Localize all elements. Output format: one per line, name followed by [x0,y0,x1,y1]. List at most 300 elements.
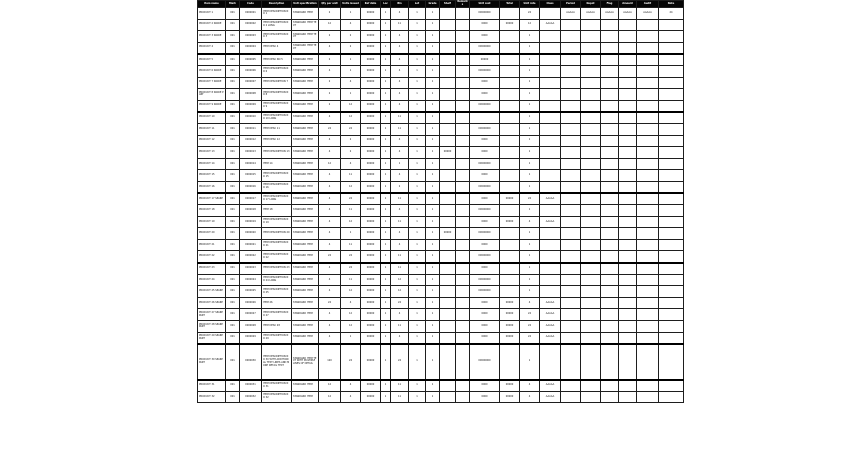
table-cell[interactable] [440,274,456,286]
table-cell[interactable] [637,181,659,193]
table-cell[interactable]: 1 [409,321,426,333]
table-cell[interactable] [440,251,456,263]
table-cell[interactable] [637,263,659,275]
table-cell[interactable] [637,147,659,159]
table-cell[interactable]: STANDARD ITEM [292,239,319,251]
column-header[interactable]: Item name [198,1,226,8]
table-cell[interactable]: 11 [391,123,409,135]
table-cell[interactable]: 00000 [361,391,381,403]
column-header[interactable]: Shelf [440,1,456,8]
table-cell[interactable] [659,158,684,170]
table-cell[interactable]: 1 [381,239,391,251]
table-row[interactable] [198,19,684,31]
table-cell[interactable]: 1 [409,274,426,286]
table-cell[interactable] [540,112,561,124]
table-cell[interactable] [440,170,456,182]
table-cell[interactable] [601,297,619,309]
table-cell[interactable]: 0000 [470,391,500,403]
table-cell[interactable]: 0000009 [240,100,262,112]
table-row[interactable] [198,147,684,159]
table-cell[interactable] [561,42,581,54]
table-cell[interactable]: 0000026 [240,297,262,309]
table-cell[interactable] [659,89,684,101]
table-cell[interactable]: ITEM DESCRIPTION NO 29 [262,332,292,344]
table-row[interactable] [198,321,684,333]
table-cell[interactable]: 0000029 [240,332,262,344]
table-cell[interactable]: 1 [409,158,426,170]
table-cell[interactable] [561,332,581,344]
table-cell[interactable] [440,42,456,54]
table-cell[interactable]: 1 [426,77,440,89]
table-cell[interactable] [540,54,561,66]
table-cell[interactable] [456,332,470,344]
table-cell[interactable]: 1 [409,228,426,240]
table-cell[interactable]: STANDARD ITEM TEXT [292,31,319,43]
table-cell[interactable] [561,31,581,43]
table-cell[interactable] [500,100,520,112]
table-cell[interactable]: 001 [226,263,240,275]
table-row[interactable] [198,228,684,240]
table-cell[interactable]: 00000 [361,228,381,240]
table-cell[interactable] [561,19,581,31]
table-cell[interactable]: AAAAA [540,321,561,333]
table-cell[interactable] [440,344,456,380]
table-cell[interactable] [540,205,561,217]
table-cell[interactable]: 00000 [361,42,381,54]
table-cell[interactable]: 0000006 [240,65,262,77]
table-cell[interactable]: 00000 [361,309,381,321]
table-cell[interactable] [601,65,619,77]
table-cell[interactable] [500,344,520,380]
table-cell[interactable]: ITEM DESCRIPTION 20 [262,228,292,240]
table-cell[interactable] [456,42,470,54]
table-cell[interactable]: STANDARD ITEM TEXT WITH MULTIPLE LINES OF DETAIL [292,344,319,380]
table-cell[interactable]: 4 [341,380,361,392]
table-cell[interactable] [561,77,581,89]
table-cell[interactable] [561,135,581,147]
table-cell[interactable]: 00000000 [470,158,500,170]
table-cell[interactable]: 0000 [470,193,500,205]
column-header[interactable]: Units issued [341,1,361,8]
table-cell[interactable]: 4 [391,228,409,240]
column-header[interactable]: Grade [426,1,440,8]
table-cell[interactable]: 1 [426,297,440,309]
table-cell[interactable] [659,274,684,286]
table-cell[interactable] [440,112,456,124]
table-cell[interactable] [500,239,520,251]
table-cell[interactable]: ITEM DESCRIPTION NO 8 [262,89,292,101]
table-cell[interactable]: 12 [391,286,409,298]
table-cell[interactable] [456,216,470,228]
table-cell[interactable]: 1 [520,100,540,112]
table-cell[interactable] [619,193,637,205]
table-cell[interactable]: 1 [409,193,426,205]
table-cell[interactable] [561,170,581,182]
table-cell[interactable]: 001 [226,181,240,193]
table-cell[interactable]: PRODUCT 4 [198,42,226,54]
table-cell[interactable] [619,65,637,77]
table-cell[interactable] [440,216,456,228]
table-cell[interactable] [659,170,684,182]
table-cell[interactable] [581,31,601,43]
table-cell[interactable]: 12 [341,286,361,298]
table-cell[interactable]: PRODUCT 14 [198,158,226,170]
table-cell[interactable] [601,19,619,31]
table-cell[interactable]: 1 [381,89,391,101]
table-cell[interactable]: 4 [319,332,341,344]
table-cell[interactable]: 4 [391,89,409,101]
table-cell[interactable] [659,344,684,380]
table-cell[interactable] [561,89,581,101]
table-cell[interactable] [500,77,520,89]
table-cell[interactable]: 001 [226,77,240,89]
table-cell[interactable]: AAAAA [540,216,561,228]
table-cell[interactable]: 00000 [361,8,381,20]
table-cell[interactable] [659,19,684,31]
table-cell[interactable] [500,274,520,286]
table-cell[interactable]: 24 [341,251,361,263]
table-cell[interactable]: 00000 [470,54,500,66]
table-cell[interactable]: STANDARD ITEM [292,380,319,392]
table-cell[interactable]: 0000020 [240,228,262,240]
table-cell[interactable] [637,170,659,182]
table-cell[interactable] [619,147,637,159]
table-cell[interactable]: 1 [409,239,426,251]
table-cell[interactable]: 00000000 [470,100,500,112]
table-cell[interactable] [601,42,619,54]
column-header[interactable]: Flag [601,1,619,8]
table-cell[interactable] [456,391,470,403]
table-cell[interactable]: 00000 [361,170,381,182]
table-cell[interactable]: 1 [381,193,391,205]
table-row[interactable] [198,42,684,54]
table-cell[interactable] [581,309,601,321]
table-cell[interactable] [581,135,601,147]
table-cell[interactable]: 1 [520,228,540,240]
table-cell[interactable]: 1 [381,251,391,263]
table-cell[interactable] [440,65,456,77]
table-cell[interactable] [440,158,456,170]
table-cell[interactable]: 1 [426,147,440,159]
table-cell[interactable]: 11 [341,274,361,286]
table-cell[interactable]: 0000 [470,263,500,275]
table-cell[interactable] [619,274,637,286]
table-cell[interactable]: 1 [426,205,440,217]
table-cell[interactable] [601,286,619,298]
table-cell[interactable]: 2 [319,8,341,20]
table-cell[interactable] [456,147,470,159]
table-row[interactable] [198,158,684,170]
table-cell[interactable] [456,100,470,112]
table-cell[interactable] [637,65,659,77]
table-cell[interactable] [561,274,581,286]
table-cell[interactable]: 1 [381,321,391,333]
table-cell[interactable] [581,77,601,89]
table-cell[interactable]: 0000028 [240,321,262,333]
table-cell[interactable]: 4 [319,170,341,182]
table-cell[interactable] [637,321,659,333]
table-cell[interactable]: PRODUCT 19 [198,216,226,228]
table-cell[interactable] [659,65,684,77]
table-cell[interactable]: PRODUCT 32 [198,391,226,403]
table-cell[interactable]: PRODUCT 30 SPARE PART [198,344,226,380]
table-cell[interactable]: 4 [391,42,409,54]
table-cell[interactable] [456,158,470,170]
column-header[interactable]: Unit specification [292,1,319,8]
table-cell[interactable]: PRODUCT 24 [198,274,226,286]
table-cell[interactable] [561,112,581,124]
table-cell[interactable] [619,205,637,217]
table-row[interactable] [198,193,684,205]
table-cell[interactable]: 001 [226,123,240,135]
table-cell[interactable] [561,309,581,321]
table-cell[interactable] [581,251,601,263]
table-cell[interactable] [619,170,637,182]
table-cell[interactable]: ITEM DESCRIPTION NO 32 [262,391,292,403]
table-cell[interactable]: 0000003 [240,31,262,43]
table-cell[interactable]: 1 [341,65,361,77]
table-cell[interactable]: 00000 [500,19,520,31]
table-cell[interactable]: ITEM DESCRIPTION NO 24 LONG [262,274,292,286]
table-row[interactable] [198,135,684,147]
table-cell[interactable]: 1 [426,380,440,392]
table-cell[interactable]: PRODUCT 11 [198,123,226,135]
table-cell[interactable]: 1 [409,123,426,135]
table-cell[interactable]: ITEM DESCRIPTION NO 30 WITH ADDITIONAL TEXT LINES AND MORE DETAIL TEXT [262,344,292,380]
table-cell[interactable] [601,205,619,217]
table-cell[interactable] [440,8,456,20]
table-cell[interactable]: 00000 [361,274,381,286]
table-cell[interactable] [540,158,561,170]
table-cell[interactable]: ITEM DESC 4 [262,42,292,54]
table-cell[interactable] [456,77,470,89]
table-cell[interactable] [619,239,637,251]
table-cell[interactable] [659,391,684,403]
table-cell[interactable]: ITEM DESCRIPTION NO 27 [262,309,292,321]
table-row[interactable] [198,286,684,298]
table-cell[interactable]: 00000 [500,297,520,309]
table-cell[interactable] [581,123,601,135]
table-cell[interactable]: 0000008 [240,89,262,101]
column-header[interactable]: Remarks [457,0,468,6]
table-cell[interactable]: 00000 [361,89,381,101]
table-cell[interactable]: 4 [319,205,341,217]
table-cell[interactable]: 00000 [361,147,381,159]
table-cell[interactable]: 0000017 [240,193,262,205]
table-cell[interactable] [637,100,659,112]
table-cell[interactable]: 1 [409,135,426,147]
table-cell[interactable] [637,193,659,205]
table-cell[interactable]: 4 [319,193,341,205]
table-cell[interactable]: STANDARD ITEM [292,297,319,309]
table-cell[interactable]: 4 [391,147,409,159]
column-header[interactable]: Period [561,1,581,8]
table-cell[interactable]: 001 [226,380,240,392]
table-cell[interactable]: 2 [341,31,361,43]
table-cell[interactable] [540,251,561,263]
table-cell[interactable]: ITEM DESC 11 [262,123,292,135]
table-cell[interactable]: 2 [319,31,341,43]
table-cell[interactable]: 4 [391,54,409,66]
table-cell[interactable]: 001 [226,309,240,321]
table-cell[interactable]: PRODUCT 8 SPARE PART [198,89,226,101]
table-cell[interactable]: 4 [391,239,409,251]
table-cell[interactable]: 00000 [500,309,520,321]
table-cell[interactable]: 11 [341,170,361,182]
table-cell[interactable]: 1 [426,170,440,182]
table-cell[interactable]: 1 [381,309,391,321]
table-cell[interactable]: 0000021 [240,239,262,251]
table-cell[interactable]: 1 [381,228,391,240]
table-cell[interactable]: STANDARD ITEM [292,228,319,240]
table-cell[interactable]: 4 [319,42,341,54]
table-cell[interactable]: 12 [319,158,341,170]
table-cell[interactable]: 1 [381,54,391,66]
table-cell[interactable]: 1 [426,65,440,77]
table-cell[interactable]: 1 [381,135,391,147]
table-cell[interactable]: 00000 [361,251,381,263]
table-cell[interactable]: 001 [226,147,240,159]
table-cell[interactable]: 0000 [470,332,500,344]
table-cell[interactable]: 00000 [361,100,381,112]
table-cell[interactable]: 001 [226,54,240,66]
table-cell[interactable] [659,100,684,112]
column-header[interactable]: Amount [619,1,637,8]
table-cell[interactable] [500,123,520,135]
table-cell[interactable]: PRODUCT 20 [198,228,226,240]
table-cell[interactable] [540,135,561,147]
table-cell[interactable]: 001 [226,135,240,147]
table-cell[interactable]: PRODUCT 28 SPARE PART [198,321,226,333]
table-cell[interactable] [440,54,456,66]
table-cell[interactable]: 4 [520,391,540,403]
table-cell[interactable]: 001 [226,216,240,228]
table-cell[interactable]: 1 [426,8,440,20]
table-cell[interactable] [637,391,659,403]
table-cell[interactable]: 12 [520,19,540,31]
table-cell[interactable] [456,123,470,135]
table-row[interactable] [198,112,684,124]
table-cell[interactable]: 1 [409,65,426,77]
table-cell[interactable]: 1 [426,54,440,66]
table-cell[interactable] [456,54,470,66]
table-cell[interactable] [659,309,684,321]
table-cell[interactable]: 24 [341,263,361,275]
table-cell[interactable]: 0000022 [240,251,262,263]
table-cell[interactable]: PRODUCT 23 [198,263,226,275]
table-row[interactable] [198,123,684,135]
table-row[interactable] [198,297,684,309]
table-cell[interactable]: PRODUCT 18 [198,205,226,217]
table-cell[interactable] [456,31,470,43]
table-cell[interactable]: AAAAA [581,8,601,20]
table-cell[interactable]: 0000 [470,309,500,321]
table-cell[interactable]: ITEM DESCRIPTION NO 3 [262,31,292,43]
table-cell[interactable] [581,181,601,193]
table-cell[interactable]: 001 [226,205,240,217]
table-cell[interactable]: 1 [409,181,426,193]
table-cell[interactable]: 24 [319,297,341,309]
table-cell[interactable]: 00000 [500,380,520,392]
table-cell[interactable] [637,135,659,147]
table-cell[interactable]: 00000000 [470,251,500,263]
table-cell[interactable]: 0000027 [240,309,262,321]
table-cell[interactable] [561,205,581,217]
table-cell[interactable]: 001 [226,239,240,251]
table-cell[interactable]: 11 [391,321,409,333]
table-cell[interactable]: AAAAA [540,19,561,31]
table-cell[interactable] [540,77,561,89]
table-cell[interactable]: 0000012 [240,135,262,147]
table-cell[interactable] [637,19,659,31]
table-cell[interactable]: 1 [409,100,426,112]
table-cell[interactable]: 1 [381,205,391,217]
table-cell[interactable]: 00000000 [470,65,500,77]
table-cell[interactable] [659,297,684,309]
table-cell[interactable]: 1 [520,123,540,135]
table-cell[interactable] [500,170,520,182]
table-cell[interactable] [619,77,637,89]
table-cell[interactable]: 2 [319,100,341,112]
table-cell[interactable] [619,158,637,170]
table-cell[interactable] [659,205,684,217]
table-row[interactable] [198,77,684,89]
table-cell[interactable] [440,321,456,333]
table-cell[interactable]: 00000 [361,205,381,217]
table-cell[interactable]: 24 [520,193,540,205]
table-cell[interactable] [601,100,619,112]
table-cell[interactable]: STANDARD ITEM [292,158,319,170]
table-cell[interactable]: STANDARD ITEM [292,77,319,89]
table-cell[interactable]: 4 [319,135,341,147]
table-cell[interactable]: 4 [319,321,341,333]
table-cell[interactable] [581,170,601,182]
table-cell[interactable]: 1 [381,181,391,193]
table-cell[interactable]: STANDARD ITEM [292,251,319,263]
table-cell[interactable]: 00000 [361,135,381,147]
table-cell[interactable] [637,31,659,43]
table-cell[interactable]: 00000 [361,19,381,31]
table-cell[interactable] [601,112,619,124]
table-cell[interactable]: 001 [226,89,240,101]
table-cell[interactable]: 1 [341,8,361,20]
table-cell[interactable]: 1 [426,216,440,228]
table-cell[interactable]: AAAAA [540,193,561,205]
table-cell[interactable]: 0000002 [240,19,262,31]
table-cell[interactable]: 0000013 [240,147,262,159]
table-cell[interactable]: 1 [381,297,391,309]
table-cell[interactable]: 1 [520,89,540,101]
table-cell[interactable]: PRODUCT 21 [198,239,226,251]
table-cell[interactable]: PRODUCT 7 SPARE [198,77,226,89]
table-cell[interactable]: 1 [426,274,440,286]
table-cell[interactable] [440,309,456,321]
table-cell[interactable] [540,123,561,135]
table-cell[interactable]: 12 [319,391,341,403]
table-cell[interactable]: 1 [409,216,426,228]
table-cell[interactable]: PRODUCT 27 SPARE PART [198,309,226,321]
table-cell[interactable] [540,170,561,182]
table-cell[interactable] [637,344,659,380]
table-cell[interactable] [456,181,470,193]
table-cell[interactable] [456,251,470,263]
table-cell[interactable]: ITEM DESCRIPTION 23 [262,263,292,275]
table-cell[interactable] [637,251,659,263]
table-cell[interactable] [440,286,456,298]
table-cell[interactable]: STANDARD ITEM [292,332,319,344]
table-row[interactable] [198,31,684,43]
column-header[interactable]: Note [659,1,684,8]
